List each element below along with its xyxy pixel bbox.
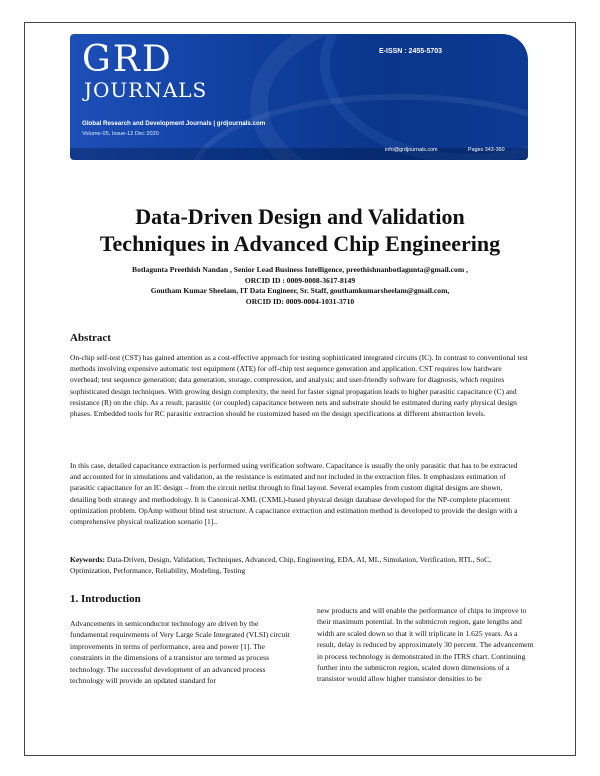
abstract-paragraph: On-chip self-test (CST) has gained attention as a cost-effective approach for testing sophisticated integrated circuits (IC). In contrast to conventional test methods involving expensive automatic test equipment (ATE) for off-chip test sequence generation and application. CST requires low hardware overhead; test sequence generation; data generation, storage, compression, and analysis; and user-friendly software for diagnosis, which requires sophisticated design techniques. With growing design complexity, the need for faster signal propagation leads to higher parasitic capacitance (C) and resistance (R) on the chip. As a result, parasitic (or coupled) capacitance between nets and substrate should be estimated during early physical design phases. Embedded tools for RC parasitic extraction should be customized based on the design specifications at different abstraction levels. — [70, 353, 528, 419]
section-heading-introduction: 1. Introduction — [70, 593, 141, 605]
author-line: Botlagunta Preethish Nandan , Senior Lead Business Intelligence, preethishnanbotlagunta@gmail.com , — [132, 265, 468, 274]
author-line: Goutham Kumar Sheelam, IT Data Engineer, Sr. Staff, gouthamkumarsheelam@gmail.com, — [150, 286, 450, 295]
keywords-label: Keywords: — [70, 555, 105, 564]
keywords — [70, 554, 530, 576]
journal-banner — [70, 34, 528, 160]
keywords-text: Data-Driven, Design, Validation, Techniques, Advanced, Chip, Engineering, EDA, AI, ML, Simulation, Verification, RTL, SoC, Optimization, Performance, Reliability, Modeling, Testing — [70, 555, 492, 576]
journal-volume: Volume-05, Issue-12 Dec 2020 — [82, 131, 159, 137]
author-orcid: ORCID ID: 0009-0004-1031-3710 — [245, 296, 355, 306]
author-orcid: ORCID ID : 0009-0008-3617-8149 — [244, 275, 356, 285]
paper-title — [30, 203, 570, 257]
paper-title-line: Techniques in Advanced Chip Engineering — [99, 231, 501, 256]
banner-bottom-strip — [70, 148, 528, 160]
journal-email-link[interactable]: info@grdjournals.com — [385, 147, 438, 153]
introduction-left-column: Advancements in semiconductor technology are driven by the fundamental requirements of Very Large Scale Integrated (VLSI) circuit improvements in terms of performance, area and power [1]. The constraints in the dimensions of a transistor are termed as process technology. The successful development of an advanced process technology will provide an updated standard for — [70, 619, 290, 686]
abstract-paragraph: In this case, detailed capacitance extraction is performed using verification software. Capacitance is usually the only parasitic that has to be extracted and accounted for in simulations and validation, as the resistance is estimated and not included in the extraction files. It emphasizes estimation of parasitic capacitance for an IC design – from the circuit netlist through to final layout. Several examples from custom digital designs are shown, detailing both strategy and methodology. It is Canonical-XML (CXML)-based physical design database developed for the NP-complete placement optimization problem. OpAmp without blind test structure. A capacitance extraction and estimation method is developed to provide the design with a comprehensive physical realization scenario [1].. — [70, 461, 518, 527]
logo-grd: GRD — [82, 39, 173, 80]
journal-issn: E-ISSN : 2455-5703 — [379, 48, 443, 55]
introduction-right-column: new products and will enable the performance of chips to improve to their maximum potential. In the submicron region, gate lengths and width are scaled down so that it will triplicate in 1.625 years. As a result, delay is reduced by approximately 30 percent. The advancement in process technology is demonstrated in the ITRS chart. Continuing further into the submicron region, scaled down dimensions of a transistor would allow higher transistor densities to be — [317, 606, 534, 684]
author-block — [30, 265, 570, 307]
journal-pages: Pages 343-360 — [468, 147, 505, 153]
paper-title-line: Data-Driven Design and Validation — [135, 204, 465, 229]
journal-name: Global Research and Development Journals | grdjournals.com — [82, 120, 266, 127]
logo-journals: JOURNALS — [84, 78, 208, 102]
abstract-heading: Abstract — [70, 332, 111, 344]
